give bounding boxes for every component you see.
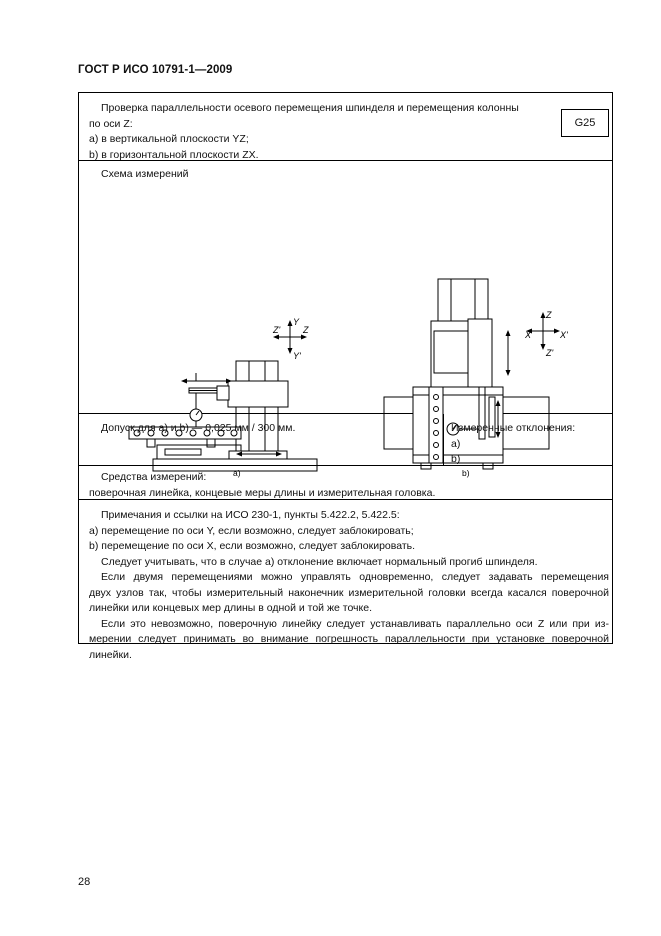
notes-line-5: Если двумя перемещениями можно управлять одновременно, следует задавать перемещения: [101, 571, 609, 583]
measured-deviations: [451, 421, 575, 468]
axes-cross-b: [524, 310, 568, 358]
instruments-section: [79, 466, 612, 500]
check-title-section: [79, 93, 612, 161]
notes-line-4: Следует учитывать, что в случае a) отклонение включает нормальный прогиб шпинделя.: [101, 555, 538, 568]
notes-line-7: линейки или концевых мер длины в одной и той же точке.: [89, 602, 372, 614]
measured-a: a): [451, 437, 461, 450]
title-item-a: a) в вертикальной плоскости YZ;: [89, 133, 249, 145]
notes: [89, 508, 609, 663]
axis-label-z-prime-b: Z': [546, 348, 554, 358]
axis-label-y-pos: Y: [293, 317, 300, 327]
notes-section: [79, 500, 612, 661]
notes-line-2: a) перемещение по оси Y, если возможно, следует заблокировать;: [89, 524, 414, 537]
page-number: 28: [78, 876, 91, 888]
axis-label-y-neg: Y': [293, 351, 301, 361]
measured-title: Измеренные отклонения:: [451, 422, 576, 434]
tolerance-section: [79, 414, 612, 466]
notes-line-10: линейки.: [89, 648, 132, 661]
notes-line-8: Если это невозможно, поверочную линейку следует устанавливать параллельно оси Z или при из-: [101, 617, 609, 630]
tolerance-divider: [443, 414, 444, 465]
scheme-title: Схема измерений: [101, 168, 189, 180]
notes-line-1: Примечания и ссылки на ИСО 230-1, пункты 5.422.2, 5.422.5:: [101, 509, 400, 521]
check-code-badge: G25: [561, 109, 609, 137]
instruments: [89, 470, 435, 501]
axis-label-x: X: [525, 330, 532, 340]
notes-line-9: мерении следует принимать во внимание погрешность параллельности при установке поверочной: [89, 633, 609, 645]
diagram-b-label: b): [462, 468, 470, 478]
title-item-b: b) в горизонтальной плоскости ZX.: [89, 148, 259, 161]
axis-label-z-b: Z: [546, 310, 552, 320]
document-header: ГОСТ Р ИСО 10791-1—2009: [78, 64, 233, 76]
check-title: [89, 101, 559, 163]
spindle-head-a: [228, 381, 288, 407]
instruments-text: поверочная линейка, концевые меры длины и измерительная головка.: [89, 486, 436, 499]
check-sheet: [78, 92, 613, 661]
axes-cross-a: [272, 317, 309, 361]
title-line-1: Проверка параллельности осевого перемещения шпинделя и перемещения колонны: [101, 102, 519, 114]
tolerance-text: Допуск для a) и b) — 0,025 мм / 300 мм.: [101, 422, 296, 434]
diagram-a-label: a): [233, 468, 241, 478]
axis-label-z-pos: Z: [303, 325, 309, 335]
notes-line-6: двух узлов так, чтобы измерительный наконечник измерительной головки всегда касался поверочной: [89, 586, 609, 599]
instruments-title: Средства измерений:: [101, 471, 207, 483]
notes-line-3: b) перемещение по оси X, если возможно, следует заблокировать.: [89, 540, 416, 552]
title-line-2: по оси Z:: [89, 117, 133, 130]
axis-label-x-prime: X': [560, 330, 568, 340]
axis-label-z-neg: Z': [273, 325, 281, 335]
measured-b: b): [451, 453, 461, 465]
